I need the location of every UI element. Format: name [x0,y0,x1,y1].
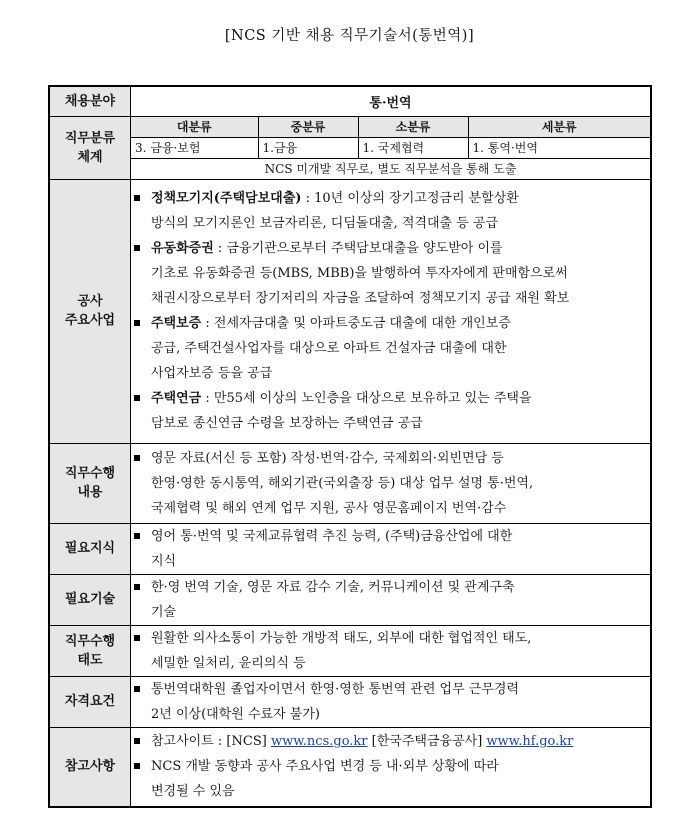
label-business: 공사 주요사업 [49,179,131,443]
label-knowledge: 필요지식 [49,523,131,574]
value-detail: 1. 통역·번역 [468,137,650,158]
header-major: 대분류 [131,117,258,138]
classification-value-row [131,137,650,158]
label-duties: 직무수행 내용 [49,443,131,523]
list-item: 원활한 의사소통이 가능한 개방적 태도, 외부에 대한 협업적인 태도, 세밀한 일처리, 윤리의식 등 [131,626,650,676]
row-attitude [49,625,651,676]
classification-grid [131,117,650,179]
job-description-table [48,85,652,808]
row-skills [49,574,651,625]
list-item: 정책모기지(주택담보대출) : 10년 이상의 장기고정금리 분할상환 방식의 모기지론인 보금자리론, 디딤돌대출, 적격대출 등 공급 [131,186,650,236]
label-classification: 직무분류 체계 [49,116,131,179]
row-knowledge [49,523,651,574]
header-middle: 중분류 [258,117,358,138]
qualification-content [131,676,652,727]
field-value: 통·번역 [131,86,652,116]
value-major: 3. 금융·보험 [131,137,258,158]
list-item: 주택연금 : 만55세 이상의 노인층을 대상으로 보유하고 있는 주택을 담보로 종신연금 수령을 보장하는 주택연금 공급 [131,386,650,436]
knowledge-content [131,523,652,574]
value-middle: 1.금융 [258,137,358,158]
attitude-list [131,626,650,676]
list-item: 주택보증 : 전세자금대출 및 아파트중도금 대출에 대한 개인보증 공급, 주택건설사업자를 대상으로 아파트 건설자금 대출에 대한 사업자보증 등을 공급 [131,311,650,386]
hf-site-link[interactable]: www.hf.go.kr [486,734,574,750]
list-item: 통번역대학원 졸업자이면서 한영·영한 통번역 관련 업무 근무경력 2년 이상(대학원 수료자 불가) [131,677,650,727]
classification-note-row [131,158,650,179]
list-item: 유동화증권 : 금융기관으로부터 주택담보대출을 양도받아 이를 기초로 유동화증권 등(MBS, MBB)을 발행하여 투자자에게 판매함으로써 채권시장으로부터 장기저리의 자금을 조달하여 정책모기지 공급 재원 확보 [131,236,650,311]
ncs-site-link[interactable]: www.ncs.go.kr [270,734,368,750]
reference-list [131,729,650,804]
list-item: 참고사이트 : [NCS] www.ncs.go.kr [한국주택금융공사] www.hf.go.kr [131,729,650,754]
document-title: [NCS 기반 채용 직무기술서(통번역)] [224,28,475,44]
skills-content [131,574,652,625]
knowledge-list [131,524,650,574]
label-reference: 참고사항 [49,727,131,807]
business-list [131,186,650,436]
list-item: 영어 통·번역 및 국제교류협력 추진 능력, (주택)금융산업에 대한 지식 [131,524,650,574]
classification-header-row [131,117,650,138]
reference-content [131,727,652,807]
list-item: 한·영 번역 기술, 영문 자료 감수 기술, 커뮤니케이션 및 관계구축 기술 [131,575,650,625]
skills-list [131,575,650,625]
header-minor: 소분류 [358,117,468,138]
attitude-content [131,625,652,676]
list-item: NCS 개발 동향과 공사 주요사업 변경 등 내·외부 상황에 따라 변경될 수 있음 [131,754,650,804]
duties-list [131,446,650,521]
label-attitude: 직무수행 태도 [49,625,131,676]
row-field [49,86,651,116]
classification-note: NCS 미개발 직무로, 별도 직무분석을 통해 도출 [131,158,650,179]
header-detail: 세분류 [468,117,650,138]
row-reference [49,727,651,807]
label-qualification: 자격요건 [49,676,131,727]
list-item: 영문 자료(서신 등 포함) 작성·번역·감수, 국제회의·외빈면담 등 한영·영한 동시통역, 해외기관(국외출장 등) 대상 업무 설명 통·번역, 국제협력 및 해외 연계 업무 지원, 공사 영문홈페이지 번역·감수 [131,446,650,521]
row-qualification [49,676,651,727]
qualification-list [131,677,650,727]
value-minor: 1. 국제협력 [358,137,468,158]
duties-content [131,443,652,523]
row-duties [49,443,651,523]
row-classification [49,116,651,179]
label-skills: 필요기술 [49,574,131,625]
classification-cell [131,116,652,179]
business-content [131,179,652,443]
row-business [49,179,651,443]
label-field: 채용분야 [49,86,131,116]
